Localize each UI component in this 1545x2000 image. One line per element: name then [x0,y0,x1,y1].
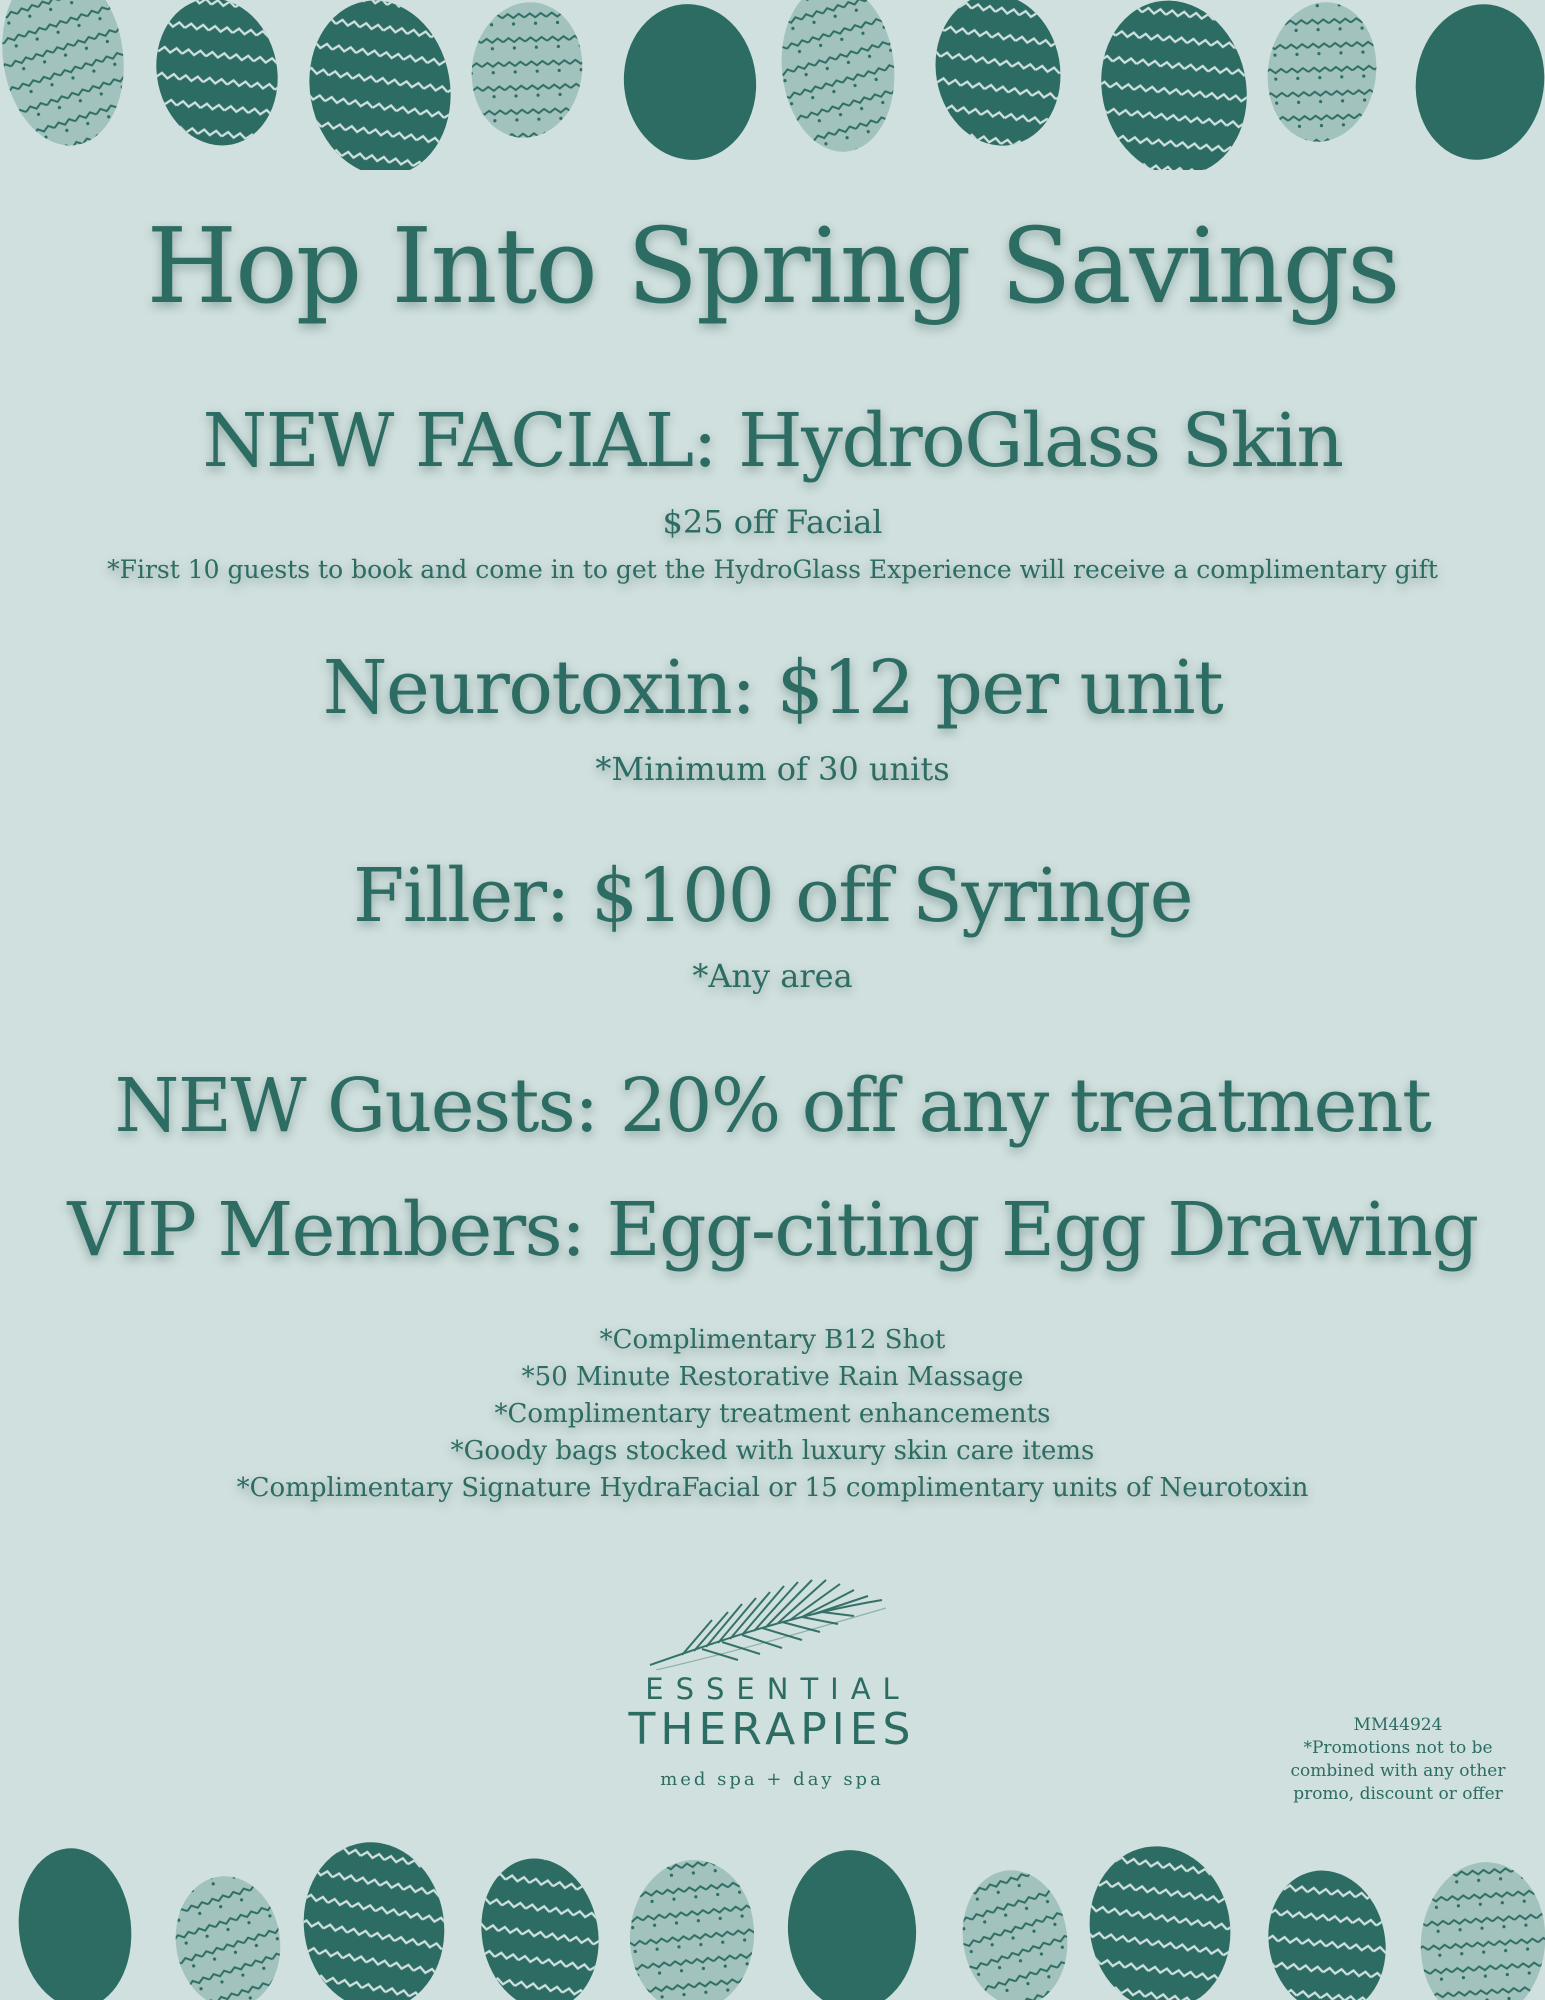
egg-light-patterned [463,0,591,145]
offer-subtitle: $25 off Facial [662,503,883,541]
disclaimer-text: *Promotions not to be combined with any other promo, discount or offer [1290,1738,1506,1804]
offer-title: Filler: $100 off Syringe [352,853,1193,939]
offer-subtitle: *Minimum of 30 units [595,750,950,788]
offer-title: NEW FACIAL: HydroGlass Skin [202,398,1343,484]
egg-light-patterned [954,1863,1076,2000]
egg-dark-patterned [1085,0,1262,170]
egg-light-patterned [774,0,903,157]
egg-light-patterned [0,0,135,153]
logo-word-essential: ESSENTIAL [645,1672,911,1706]
offer-title: NEW Guests: 20% off any treatment [114,1063,1431,1149]
egg-dark-patterned [470,1849,611,2000]
logo-word-therapies: THERAPIES [628,1704,916,1755]
egg-light-patterned [167,1869,288,2000]
vip-perk-item: *50 Minute Restorative Rain Massage [521,1362,1024,1392]
egg-dark-patterned [296,0,464,170]
disclaimer [1262,1714,1534,1806]
offer-subtitle: *Any area [692,957,853,995]
vip-perk-item: *Complimentary treatment enhancements [494,1399,1051,1429]
logo-tagline: med spa + day spa [660,1769,884,1790]
brand-logo [612,1570,932,1790]
egg-dark-patterned [924,0,1073,156]
vip-perk-item: *Complimentary B12 Shot [599,1325,946,1355]
top-egg-border [0,0,1545,170]
offer-note: *First 10 guests to book and come in to get the HydroGlass Experience will receive a complimentary gift [107,555,1438,584]
egg-dark-patterned [1077,1835,1243,2000]
egg-light-patterned [1413,1856,1545,2000]
egg-dark-plain [783,1846,922,2000]
headline: Hop Into Spring Savings [146,205,1399,327]
promo-code: MM44924 [1353,1715,1443,1735]
egg-dark-plain [11,1843,139,2000]
egg-light-patterned [1259,0,1385,149]
offer-title: Neurotoxin: $12 per unit [322,645,1223,731]
egg-dark-patterned [1255,1860,1398,2000]
egg-dark-patterned [143,0,291,157]
vip-perk-list [0,1322,1545,1507]
offer-title: VIP Members: Egg-citing Egg Drawing [67,1187,1478,1273]
egg-dark-plain [1406,0,1545,168]
egg-dark-patterned [293,1833,455,2000]
egg-dark-plain [616,0,764,166]
bottom-egg-border [0,1830,1545,2000]
egg-light-patterned [625,1856,759,2000]
palm-leaf-icon [642,1570,902,1670]
vip-perk-item: *Goody bags stocked with luxury skin care items [450,1436,1095,1466]
vip-perk-item: *Complimentary Signature HydraFacial or 15 complimentary units of Neurotoxin [236,1473,1309,1503]
